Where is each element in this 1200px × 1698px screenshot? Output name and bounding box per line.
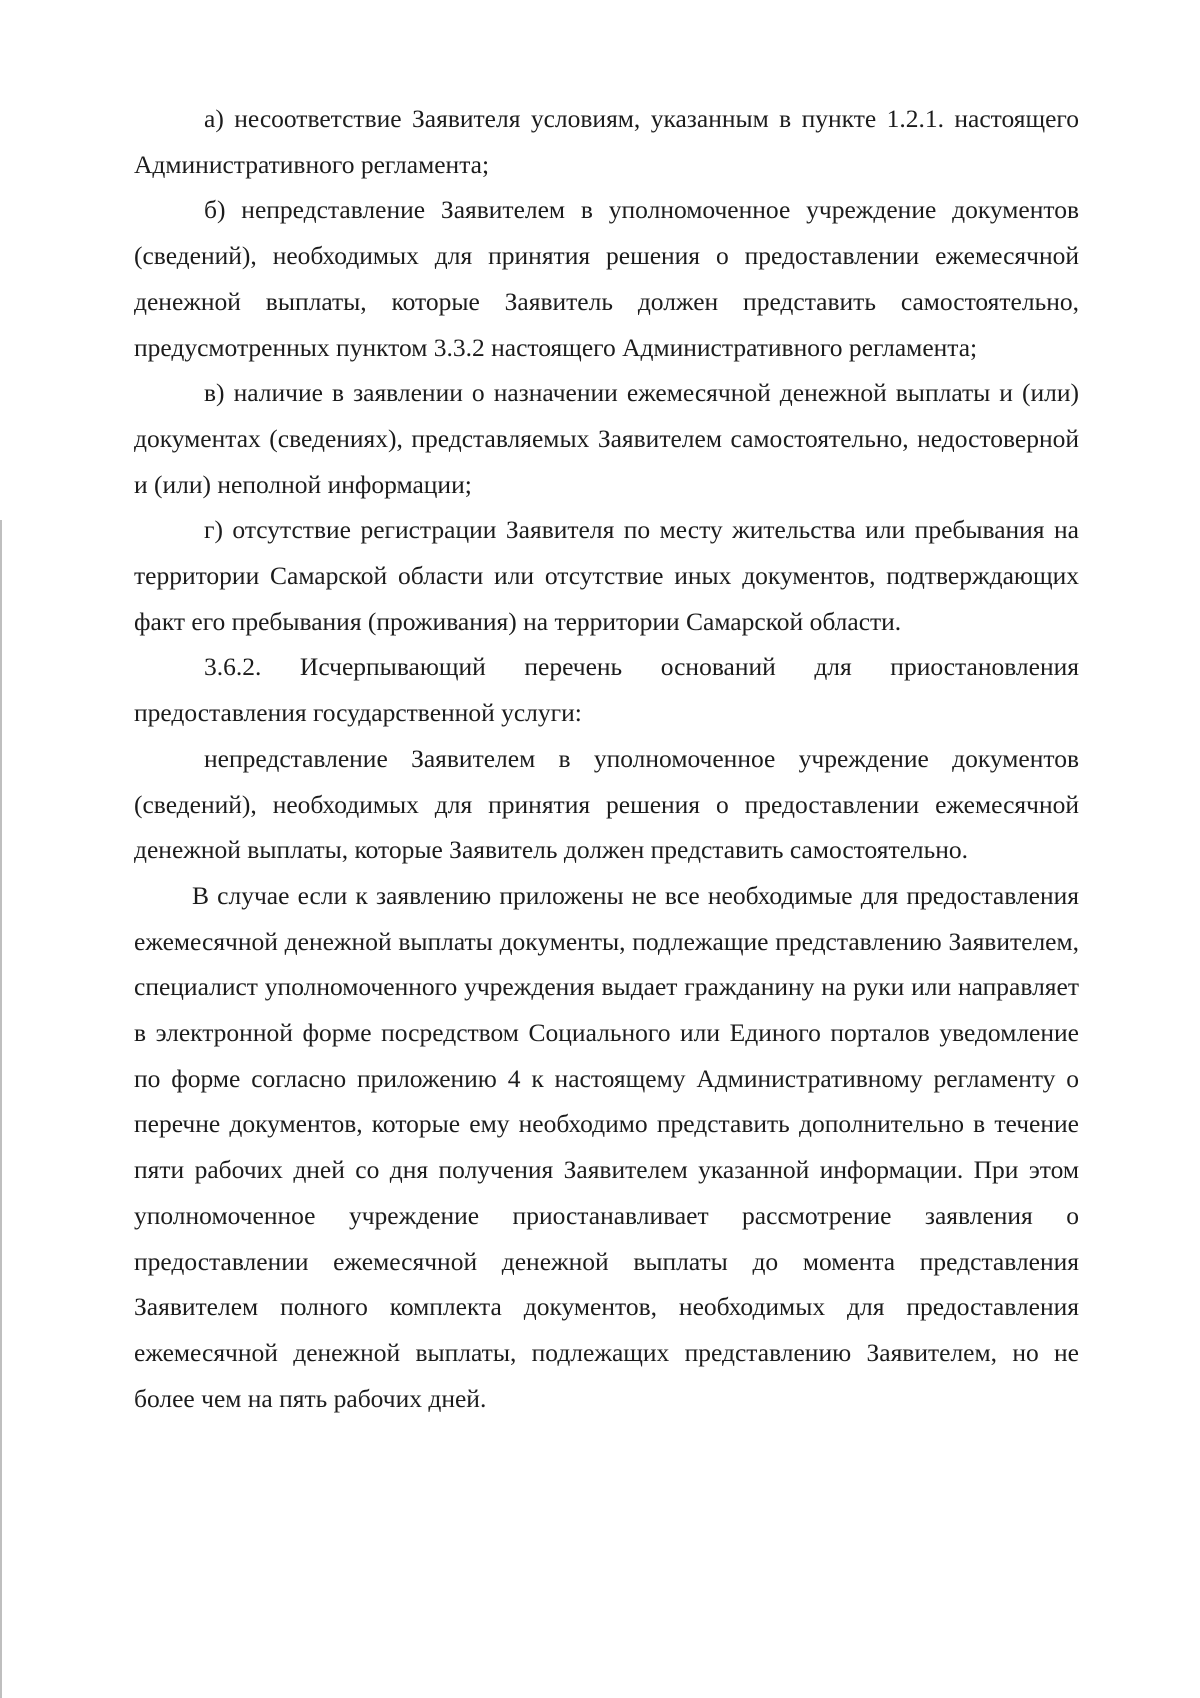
paragraph-suspension-ground: непредставление Заявителем в уполномоченное учреждение документов (сведений), необходимых для принятия решения о предоставлении ежемесячной денежной выплаты, которые Заявитель должен представить самостоятельно. [134,743,1079,865]
paragraph-section-3-6-2: 3.6.2. Исчерпывающий перечень оснований для приостановления предоставления государственной услуги: [134,652,1079,728]
paragraph-item-b: б) непредставление Заявителем в уполномоченное учреждение документов (сведений), необходимых для принятия решения о предоставлении ежемесячной денежной выплаты, которые Заявитель должен представить самостоятельно, предусмотренных пунктом 3.3.2 настоящего Административного регламента; [134,195,1079,362]
paragraph-item-a: а) несоответствие Заявителя условиям, указанным в пункте 1.2.1. настоящего Административного регламента; [134,104,1079,179]
paragraph-item-v: в) наличие в заявлении о назначении ежемесячной денежной выплаты и (или) документах (сведениях), представляемых Заявителем самостоятельно, недостоверной и (или) неполной информации; [134,378,1079,499]
paragraph-incomplete-documents: В случае если к заявлению приложены не все необходимые для предоставления ежемесячной денежной выплаты документы, подлежащие представлению Заявителем, специалист уполномоченного учреждения выдает гражданину на руки или направляет в электронной форме посредством Социального или Единого порталов уведомление по форме согласно приложению 4 к настоящему Административному регламенту о перечне документов, которые ему необходимо представить дополнительно в течение пяти рабочих дней со дня получения Заявителем указанной информации. При этом уполномоченное учреждение приостанавливает рассмотрение заявления о предоставлении ежемесячной денежной выплаты до момента представления Заявителем полного комплекта документов, необходимых для предоставления ежемесячной денежной выплаты, подлежащих представлению Заявителем, но не более чем на пять рабочих дней. [134,880,1079,1413]
paragraph-item-g: г) отсутствие регистрации Заявителя по месту жительства или пребывания на территории Самарской области или отсутствие иных документов, подтверждающих факт его пребывания (проживания) на территории Самарской области. [134,515,1079,636]
document-body [134,96,1079,1421]
scan-edge-shadow [0,520,2,1698]
